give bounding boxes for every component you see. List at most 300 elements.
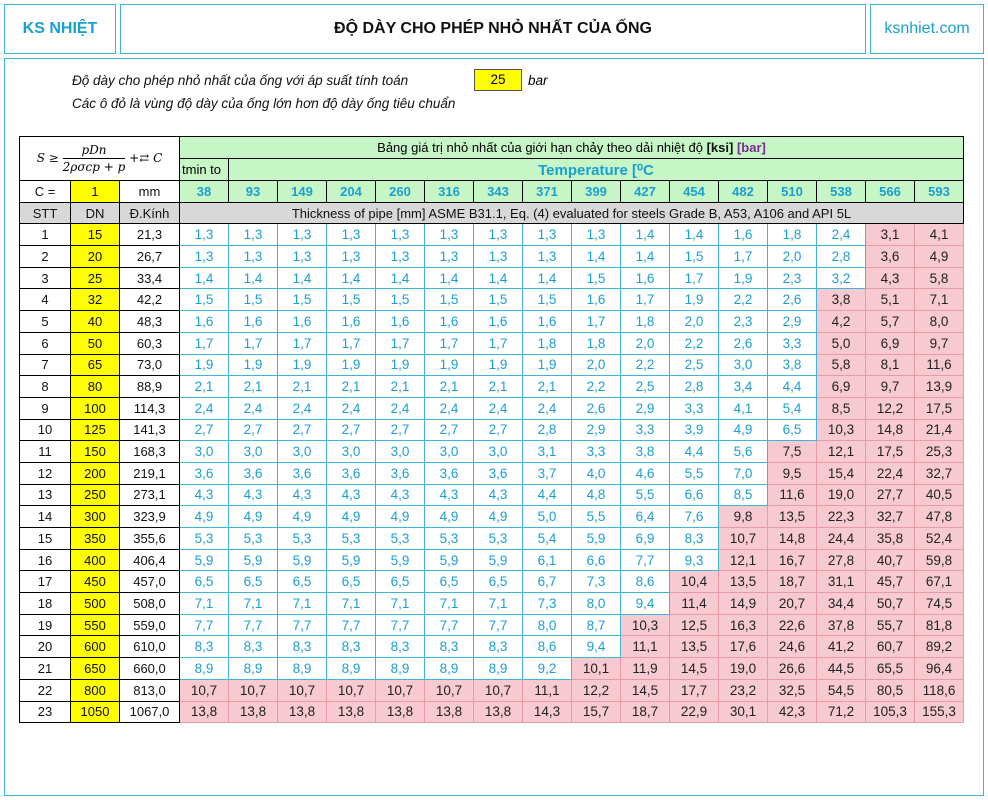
thickness-cell: 3,6 [474,462,523,484]
thickness-cell: 4,9 [327,506,376,528]
thickness-cell: 1,4 [229,267,278,289]
thickness-cell: 6,7 [523,571,572,593]
row-stt: 7 [20,354,71,376]
thickness-cell: 4,3 [180,484,229,506]
temperature-header: 510 [768,181,817,203]
thickness-cell: 13,9 [915,376,964,398]
thickness-cell: 2,0 [621,332,670,354]
thickness-cell: 7,1 [425,593,474,615]
thickness-cell: 1,7 [719,246,768,268]
row-diameter: 1067,0 [120,701,180,723]
row-dn: 350 [71,528,120,550]
thickness-cell: 3,6 [180,462,229,484]
thickness-cell: 71,2 [817,701,866,723]
thickness-cell: 3,0 [376,441,425,463]
thickness-cell: 3,1 [523,441,572,463]
table-row [20,506,964,528]
row-stt: 4 [20,289,71,311]
thickness-caption: Thickness of pipe [mm] ASME B31.1, Eq. (4) evaluated for steels Grade B, A53, A106 and API 5L [180,202,964,224]
row-stt: 16 [20,549,71,571]
thickness-cell: 4,0 [572,462,621,484]
row-diameter: 406,4 [120,549,180,571]
thickness-cell: 21,4 [915,419,964,441]
row-dn: 80 [71,376,120,398]
row-dn: 1050 [71,701,120,723]
thickness-cell: 7,7 [376,614,425,636]
thickness-cell: 5,9 [327,549,376,571]
thickness-cell: 1,3 [278,224,327,246]
thickness-cell: 4,4 [523,484,572,506]
thickness-cell: 59,8 [915,549,964,571]
thickness-cell: 1,5 [523,289,572,311]
thickness-cell: 9,7 [866,376,915,398]
thickness-cell: 1,7 [327,332,376,354]
thickness-cell: 1,5 [376,289,425,311]
temperature-row [20,181,964,203]
thickness-cell: 3,3 [768,332,817,354]
thickness-cell: 5,1 [866,289,915,311]
thickness-cell: 8,6 [523,636,572,658]
thickness-cell: 2,8 [817,246,866,268]
thickness-cell: 8,0 [915,311,964,333]
row-dn: 600 [71,636,120,658]
thickness-cell: 7,7 [278,614,327,636]
caption-row [20,137,964,159]
thickness-cell: 1,6 [376,311,425,333]
thickness-cell: 65,5 [866,658,915,680]
thickness-cell: 27,8 [817,549,866,571]
thickness-cell: 3,2 [817,267,866,289]
thickness-cell: 5,0 [523,506,572,528]
formula-lhs: S ≥ [36,151,59,165]
thickness-cell: 3,6 [425,462,474,484]
thickness-cell: 2,4 [327,397,376,419]
thickness-cell: 2,6 [572,397,621,419]
thickness-cell: 4,3 [278,484,327,506]
thickness-cell: 6,1 [523,549,572,571]
thickness-cell: 13,5 [768,506,817,528]
thickness-cell: 5,6 [719,441,768,463]
thickness-cell: 47,8 [915,506,964,528]
thickness-cell: 1,9 [376,354,425,376]
thickness-cell: 1,6 [523,311,572,333]
thickness-cell: 7,1 [474,593,523,615]
table-row [20,267,964,289]
thickness-cell: 1,3 [376,224,425,246]
thickness-cell: 118,6 [915,679,964,701]
thickness-cell: 5,9 [474,549,523,571]
row-diameter: 813,0 [120,679,180,701]
thickness-cell: 44,5 [817,658,866,680]
thickness-cell: 6,5 [376,571,425,593]
temperature-header: 538 [817,181,866,203]
thickness-cell: 26,6 [768,658,817,680]
table-row [20,701,964,723]
thickness-cell: 13,8 [180,701,229,723]
thickness-cell: 1,6 [180,311,229,333]
thickness-cell: 1,6 [621,267,670,289]
row-diameter: 73,0 [120,354,180,376]
thickness-cell: 13,8 [425,701,474,723]
thickness-cell: 8,0 [572,593,621,615]
thickness-cell: 7,1 [180,593,229,615]
table-row [20,636,964,658]
thickness-cell: 12,2 [866,397,915,419]
thickness-cell: 1,4 [278,267,327,289]
thickness-cell: 1,6 [229,311,278,333]
thickness-cell: 13,8 [376,701,425,723]
thickness-cell: 6,5 [229,571,278,593]
thickness-cell: 10,7 [474,679,523,701]
thickness-cell: 10,7 [327,679,376,701]
thickness-cell: 25,3 [915,441,964,463]
formula-denominator: 2ρσcp + p [62,160,126,174]
thickness-cell: 1,4 [474,267,523,289]
thickness-cell: 1,5 [474,289,523,311]
thickness-cell: 1,3 [327,246,376,268]
thickness-cell: 1,8 [523,332,572,354]
thickness-cell: 1,5 [180,289,229,311]
c-unit: mm [120,181,180,203]
thickness-cell: 1,3 [180,224,229,246]
table-row [20,614,964,636]
thickness-cell: 42,3 [768,701,817,723]
thickness-cell: 2,9 [572,419,621,441]
thickness-cell: 55,7 [866,614,915,636]
thickness-cell: 1,4 [327,267,376,289]
thickness-cell: 24,4 [817,528,866,550]
temperature-header: 38 [180,181,229,203]
row-diameter: 559,0 [120,614,180,636]
thickness-cell: 2,7 [474,419,523,441]
thickness-cell: 34,4 [817,593,866,615]
table-row [20,593,964,615]
thickness-cell: 18,7 [621,701,670,723]
thickness-cell: 105,3 [866,701,915,723]
thickness-cell: 54,5 [817,679,866,701]
thickness-cell: 4,3 [376,484,425,506]
thickness-cell: 24,6 [768,636,817,658]
thickness-cell: 4,9 [719,419,768,441]
thickness-cell: 8,9 [229,658,278,680]
thickness-cell: 2,1 [523,376,572,398]
thickness-cell: 8,3 [180,636,229,658]
brand-website[interactable]: ksnhiet.com [870,4,984,54]
thickness-cell: 2,0 [670,311,719,333]
thickness-cell: 1,6 [327,311,376,333]
thickness-cell: 17,6 [719,636,768,658]
thickness-cell: 2,2 [621,354,670,376]
thickness-cell: 3,3 [572,441,621,463]
thickness-cell: 1,3 [180,246,229,268]
thickness-cell: 2,1 [327,376,376,398]
thickness-cell: 1,8 [768,224,817,246]
thickness-cell: 5,9 [376,549,425,571]
row-dn: 300 [71,506,120,528]
thickness-cell: 1,9 [474,354,523,376]
thickness-cell: 1,4 [523,267,572,289]
thickness-cell: 9,4 [621,593,670,615]
thickness-cell: 30,1 [719,701,768,723]
thickness-cell: 7,1 [229,593,278,615]
caption-cell [180,137,964,159]
table-row [20,246,964,268]
row-dn: 100 [71,397,120,419]
row-stt: 19 [20,614,71,636]
thickness-cell: 1,5 [327,289,376,311]
thickness-cell: 1,3 [278,246,327,268]
thickness-cell: 8,7 [572,614,621,636]
thickness-cell: 7,1 [327,593,376,615]
thickness-cell: 4,9 [278,506,327,528]
temperature-header: 399 [572,181,621,203]
thickness-cell: 35,8 [866,528,915,550]
row-diameter: 168,3 [120,441,180,463]
pressure-input[interactable]: 25 [474,69,522,91]
formula-cell [20,137,180,181]
table-row [20,462,964,484]
thickness-cell: 2,0 [768,246,817,268]
thickness-cell: 10,7 [229,679,278,701]
row-diameter: 33,4 [120,267,180,289]
row-dn: 125 [71,419,120,441]
thickness-cell: 9,5 [768,462,817,484]
thickness-cell: 8,9 [180,658,229,680]
thickness-cell: 7,0 [719,462,768,484]
thickness-cell: 14,9 [719,593,768,615]
row-dn: 200 [71,462,120,484]
thickness-cell: 4,9 [376,506,425,528]
thickness-cell: 6,9 [621,528,670,550]
table-row [20,528,964,550]
thickness-cell: 6,5 [180,571,229,593]
thickness-cell: 2,0 [572,354,621,376]
thickness-cell: 1,9 [229,354,278,376]
tmin-label: tmin to [180,159,229,181]
thickness-cell: 3,6 [229,462,278,484]
thickness-cell: 80,5 [866,679,915,701]
thickness-cell: 13,8 [474,701,523,723]
thickness-cell: 1,4 [425,267,474,289]
thickness-cell: 13,8 [229,701,278,723]
thickness-cell: 17,7 [670,679,719,701]
thickness-cell: 1,9 [523,354,572,376]
thickness-cell: 12,1 [817,441,866,463]
thickness-cell: 10,7 [376,679,425,701]
thickness-cell: 8,9 [376,658,425,680]
thickness-cell: 2,4 [180,397,229,419]
thickness-cell: 4,3 [474,484,523,506]
thickness-cell: 7,1 [278,593,327,615]
thickness-cell: 10,7 [180,679,229,701]
thickness-cell: 1,7 [572,311,621,333]
thickness-cell: 1,3 [425,246,474,268]
row-diameter: 508,0 [120,593,180,615]
thickness-cell: 6,5 [425,571,474,593]
temperature-header: 371 [523,181,572,203]
thickness-cell: 10,3 [621,614,670,636]
row-diameter: 141,3 [120,419,180,441]
thickness-cell: 2,6 [719,332,768,354]
thickness-cell: 2,1 [425,376,474,398]
table-row [20,224,964,246]
thickness-cell: 2,4 [229,397,278,419]
thickness-cell: 5,9 [572,528,621,550]
thickness-cell: 6,5 [278,571,327,593]
row-dn: 32 [71,289,120,311]
thickness-cell: 155,3 [915,701,964,723]
row-diameter: 610,0 [120,636,180,658]
thickness-cell: 7,1 [915,289,964,311]
thickness-cell: 3,8 [621,441,670,463]
thickness-cell: 5,4 [768,397,817,419]
col-dn: DN [71,202,120,224]
thickness-cell: 1,9 [327,354,376,376]
thickness-cell: 8,1 [866,354,915,376]
thickness-cell: 8,9 [327,658,376,680]
thickness-cell: 1,9 [278,354,327,376]
page-title: ĐỘ DÀY CHO PHÉP NHỎ NHẤT CỦA ỐNG [120,4,866,54]
thickness-cell: 1,6 [474,311,523,333]
thickness-cell: 4,4 [670,441,719,463]
thickness-cell: 9,8 [719,506,768,528]
row-dn: 500 [71,593,120,615]
thickness-cell: 2,7 [229,419,278,441]
table-row [20,571,964,593]
thickness-cell: 5,3 [474,528,523,550]
thickness-cell: 1,3 [229,224,278,246]
thickness-cell: 1,3 [376,246,425,268]
thickness-cell: 8,3 [474,636,523,658]
thickness-cell: 8,3 [229,636,278,658]
thickness-cell: 16,7 [768,549,817,571]
thickness-cell: 9,3 [670,549,719,571]
thickness-cell: 6,5 [768,419,817,441]
temperature-header: 204 [327,181,376,203]
row-diameter: 355,6 [120,528,180,550]
row-diameter: 114,3 [120,397,180,419]
thickness-cell: 6,6 [670,484,719,506]
pressure-note: Độ dày cho phép nhỏ nhất của ống với áp suất tính toán [72,73,409,88]
thickness-cell: 5,3 [327,528,376,550]
row-stt: 18 [20,593,71,615]
thickness-cell: 1,7 [180,332,229,354]
thickness-cell: 1,3 [523,246,572,268]
thickness-cell: 1,4 [180,267,229,289]
thickness-cell: 17,5 [866,441,915,463]
thickness-cell: 31,1 [817,571,866,593]
thickness-cell: 2,1 [180,376,229,398]
table-row [20,397,964,419]
row-diameter: 88,9 [120,376,180,398]
temperature-header: 93 [229,181,278,203]
row-diameter: 219,1 [120,462,180,484]
thickness-cell: 2,4 [278,397,327,419]
thickness-cell: 1,3 [425,224,474,246]
thickness-cell: 16,3 [719,614,768,636]
thickness-cell: 19,0 [719,658,768,680]
brand-logo-text: KS NHIỆT [4,4,116,54]
column-header-row [20,202,964,224]
thickness-cell: 32,7 [915,462,964,484]
row-stt: 1 [20,224,71,246]
row-dn: 550 [71,614,120,636]
thickness-cell: 5,3 [180,528,229,550]
thickness-cell: 11,9 [621,658,670,680]
thickness-cell: 1,7 [425,332,474,354]
thickness-cell: 14,5 [621,679,670,701]
thickness-cell: 22,9 [670,701,719,723]
thickness-cell: 2,1 [278,376,327,398]
thickness-cell: 6,6 [572,549,621,571]
table-row [20,679,964,701]
thickness-cell: 4,9 [915,246,964,268]
thickness-cell: 14,8 [866,419,915,441]
unit-ksi-toggle[interactable]: [ksi] [706,140,734,155]
row-stt: 22 [20,679,71,701]
thickness-cell: 4,1 [719,397,768,419]
thickness-cell: 5,3 [229,528,278,550]
thickness-cell: 1,5 [278,289,327,311]
thickness-cell: 5,9 [278,549,327,571]
thickness-cell: 1,9 [425,354,474,376]
unit-bar-toggle[interactable]: [bar] [736,140,766,155]
table-row [20,441,964,463]
thickness-cell: 8,9 [425,658,474,680]
thickness-cell: 13,5 [670,636,719,658]
thickness-cell: 5,5 [621,484,670,506]
thickness-cell: 3,0 [180,441,229,463]
thickness-cell: 9,7 [915,332,964,354]
thickness-cell: 11,1 [621,636,670,658]
thickness-cell: 1,8 [572,332,621,354]
thickness-cell: 1,9 [670,289,719,311]
thickness-cell: 3,6 [278,462,327,484]
thickness-cell: 14,5 [670,658,719,680]
row-dn: 400 [71,549,120,571]
thickness-cell: 6,4 [621,506,670,528]
thickness-cell: 1,3 [572,224,621,246]
thickness-cell: 1,3 [523,224,572,246]
thickness-cell: 52,4 [915,528,964,550]
thickness-cell: 1,6 [719,224,768,246]
temperature-header: 316 [425,181,474,203]
thickness-cell: 2,2 [719,289,768,311]
thickness-cell: 7,7 [229,614,278,636]
thickness-cell: 2,4 [376,397,425,419]
thickness-cell: 5,0 [817,332,866,354]
thickness-cell: 8,5 [719,484,768,506]
thickness-cell: 1,3 [229,246,278,268]
thickness-cell: 7,7 [474,614,523,636]
thickness-cell: 2,1 [474,376,523,398]
row-stt: 20 [20,636,71,658]
thickness-cell: 4,4 [768,376,817,398]
thickness-cell: 3,0 [327,441,376,463]
thickness-cell: 2,1 [376,376,425,398]
row-stt: 15 [20,528,71,550]
thickness-cell: 19,0 [817,484,866,506]
c-value-input[interactable]: 1 [71,181,120,203]
thickness-cell: 89,2 [915,636,964,658]
temperature-header: 482 [719,181,768,203]
caption-text: Bảng giá trị nhỏ nhất của giới hạn chảy theo dải nhiệt độ [377,140,703,155]
table-row [20,289,964,311]
thickness-cell: 1,6 [425,311,474,333]
thickness-cell: 3,0 [474,441,523,463]
thickness-cell: 7,7 [180,614,229,636]
thickness-cell: 2,1 [229,376,278,398]
